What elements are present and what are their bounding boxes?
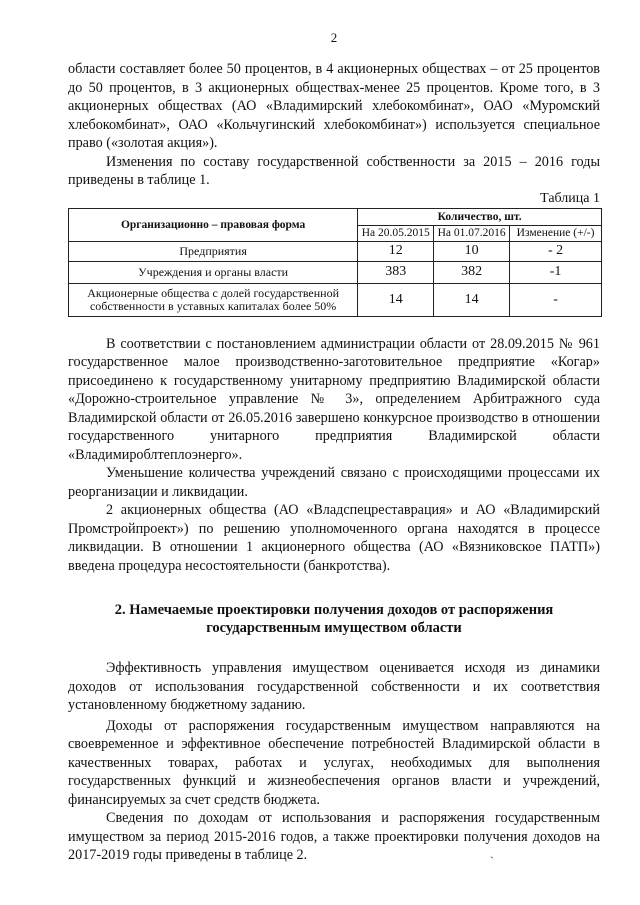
cell-value-2016: 14 (434, 283, 510, 316)
table-row (69, 261, 602, 283)
cell-change: - (510, 283, 602, 316)
header-change: Изменение (+/-) (510, 225, 602, 241)
paragraph-shareholding: области составляет более 50 процентов, в 4 акционерных обществах – от 25 процентов до 50 процентов, в 3 акционерных обществах-менее 25 процентов. Кроме того, в 3 акционерных обществах (АО «Владимирский хлебокомбинат», ОАО «Муромский хлебокомбинат», ОАО «Кольчугинский хлебокомбинат») используется специальное право («золотая акция»). (68, 61, 600, 151)
paragraph-income-usage: Доходы от распоряжения государственным имуществом направляются на своевременное и эффективное обеспечение потребностей Владимирской области в качественных товарах, работах и услугах, необходимых для выполнения государственных функций и жизнеобеспечения органов власти и учреждений, финансируемых за счет средств бюджета. (68, 717, 600, 808)
paragraph-institutions-decrease: Уменьшение количества учреждений связано с происходящими процессами их реорганизации и ликвидации. (68, 465, 600, 500)
table-1 (68, 208, 602, 317)
paragraph-efficiency: Эффективность управления имуществом оценивается исходя из динамики доходов от использования государственной собственности и их соответствия установленному бюджетному заданию. (68, 660, 600, 713)
row-label: Предприятия (69, 241, 358, 261)
scan-speck: ˎ (490, 845, 494, 859)
row-label: Акционерные общества с долей государственной собственности в уставных капиталах более 50% (69, 283, 358, 316)
cell-change: - 2 (510, 241, 602, 261)
cell-value-2016: 10 (434, 241, 510, 261)
paragraph-income-table-2: Сведения по доходам от использования и распоряжения государственным имуществом за период 2015-2016 годов, а также проектировки получения доходов на 2017-2019 годы приведены в таблице 2. (68, 810, 600, 863)
paragraph-changes-intro: Изменения по составу государственной собственности за 2015 – 2016 годы приведены в таблице 1. (68, 153, 600, 188)
header-quantity: Количество, шт. (358, 208, 602, 225)
table-header-row (69, 208, 602, 225)
cell-value-2015: 14 (358, 283, 434, 316)
cell-value-2015: 383 (358, 261, 434, 283)
table-row (69, 241, 602, 261)
header-organizational-form: Организационно – правовая форма (69, 208, 358, 241)
cell-value-2015: 12 (358, 241, 434, 261)
cell-value-2016: 382 (434, 261, 510, 283)
table-row (69, 283, 602, 316)
page-number: 2 (330, 30, 338, 45)
row-label: Учреждения и органы власти (69, 261, 358, 283)
header-date-2015: На 20.05.2015 (358, 225, 434, 241)
paragraph-enterprise-merger: В соответствии с постановлением администрации области от 28.09.2015 № 961 государственное малое производственно-заготовительное предприятие «Когар» присоединено к государственному унитарному предприятию Владимирской области «Дорожно-строительное управление № 3», определением Арбитражного суда Владимирской области от 26.05.2016 завершено конкурсное производство в отношении государственного унитарного предприятия Владимирской области «Владимироблтеплоэнерго». (68, 335, 600, 463)
section-2-title: 2. Намечаемые проектировки получения доходов от распоряжения государственным имуществом области (114, 602, 554, 636)
header-date-2016: На 01.07.2016 (434, 225, 510, 241)
paragraph-liquidation: 2 акционерных общества (АО «Владспецреставрация» и АО «Владимирский Промстройпроект») по решению уполномоченного органа находятся в процессе ликвидации. В отношении 1 акционерного общества (АО «Вязниковское ПАТП») введена процедура несостоятельности (банкротства). (68, 502, 600, 574)
table-1-caption: Таблица 1 (540, 190, 600, 206)
cell-change: -1 (510, 261, 602, 283)
